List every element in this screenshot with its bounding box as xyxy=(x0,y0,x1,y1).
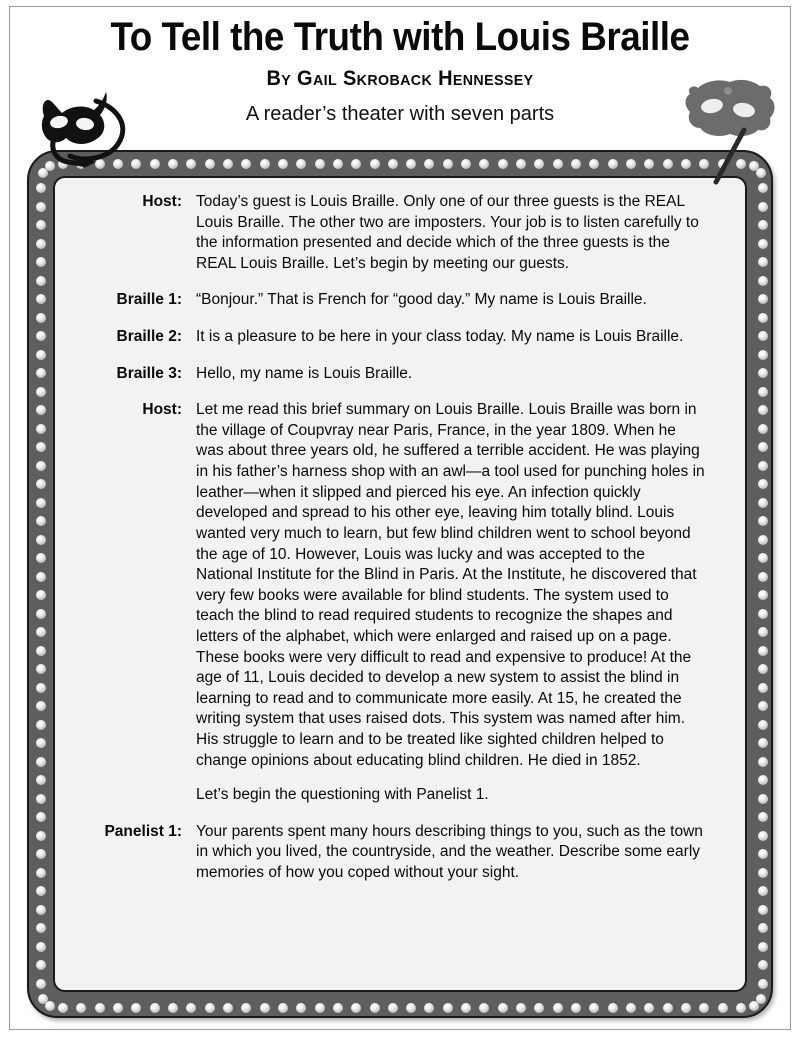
frame-dot xyxy=(758,683,768,693)
frame-dot xyxy=(278,159,288,169)
frame-dot xyxy=(36,294,46,304)
frame-dot xyxy=(205,1003,215,1013)
frame-dot xyxy=(113,1003,123,1013)
frame-dot xyxy=(36,720,46,730)
script-line xyxy=(73,327,727,348)
speech-text xyxy=(196,400,706,806)
frame-dot xyxy=(36,202,46,212)
frame-dot xyxy=(36,757,46,767)
frame-dot xyxy=(36,960,46,970)
page-edge-bottom xyxy=(9,1029,791,1030)
script-line xyxy=(73,364,727,385)
frame-dot xyxy=(241,1003,251,1013)
frame-dot xyxy=(758,294,768,304)
frame-dot xyxy=(36,424,46,434)
speech-paragraph: Let’s begin the questioning with Panelist 1. xyxy=(196,786,489,804)
frame-dot xyxy=(36,831,46,841)
frame-dot xyxy=(758,461,768,471)
frame-dot xyxy=(333,159,343,169)
frame-dot xyxy=(131,1003,141,1013)
frame-dot xyxy=(260,1003,270,1013)
frame-dot xyxy=(36,942,46,952)
frame-dot xyxy=(758,627,768,637)
script-line xyxy=(73,290,727,311)
frame-dot xyxy=(756,994,766,1004)
frame-dot xyxy=(36,701,46,711)
frame-dot xyxy=(749,1001,759,1011)
frame-dot xyxy=(758,405,768,415)
frame-dot xyxy=(758,960,768,970)
frame-dot xyxy=(36,220,46,230)
frame-dot xyxy=(758,905,768,915)
frame-dot xyxy=(758,387,768,397)
frame-dot xyxy=(36,627,46,637)
script-panel xyxy=(53,176,747,992)
frame-dot xyxy=(36,535,46,545)
speech-paragraph: Today’s guest is Louis Braille. Only one of our three guests is the REAL Louis Braille. The other two are imposters. Your job is to listen carefully to the information presented and decide which of the three guests is the REAL Louis Braille. Let’s begin by meeting our guests. xyxy=(196,193,699,272)
script-body xyxy=(55,178,745,910)
frame-dot xyxy=(296,1003,306,1013)
frame-dot xyxy=(186,159,196,169)
page-edge-right xyxy=(790,6,791,1030)
frame-dot xyxy=(443,159,453,169)
frame-dot xyxy=(758,942,768,952)
frame-dot xyxy=(36,239,46,249)
frame-dot xyxy=(758,220,768,230)
frame-dot xyxy=(516,1003,526,1013)
frame-dot xyxy=(589,159,599,169)
frame-dot xyxy=(36,331,46,341)
frame-dot xyxy=(758,498,768,508)
script-line xyxy=(73,400,727,806)
frame-dot xyxy=(45,1001,55,1011)
frame-dot xyxy=(388,1003,398,1013)
frame-dot xyxy=(315,1003,325,1013)
speech-paragraph: Your parents spent many hours describing things to you, such as the town in which you lived, the countryside, and the weather. Describe some early memories of how you coped without your sight. xyxy=(196,822,703,882)
frame-dot xyxy=(36,738,46,748)
frame-dot xyxy=(76,1003,86,1013)
frame-dot xyxy=(758,757,768,767)
frame-dot xyxy=(758,331,768,341)
frame-dot xyxy=(626,1003,636,1013)
frame-dot xyxy=(36,479,46,489)
page-title: To Tell the Truth with Louis Braille xyxy=(110,15,690,59)
frame-dot xyxy=(758,979,768,989)
frame-dot xyxy=(260,159,270,169)
speaker-label: Braille 2: xyxy=(116,328,182,346)
frame-dot xyxy=(36,646,46,656)
frame-dot xyxy=(608,159,618,169)
frame-dot xyxy=(36,442,46,452)
frame-dot xyxy=(351,1003,361,1013)
frame-dot xyxy=(38,994,48,1004)
frame-dot xyxy=(534,1003,544,1013)
frame-dot xyxy=(36,775,46,785)
frame-dot xyxy=(241,159,251,169)
frame-dot xyxy=(758,572,768,582)
frame-dot xyxy=(36,553,46,563)
speaker-label: Braille 3: xyxy=(116,364,182,382)
frame-dot xyxy=(406,1003,416,1013)
frame-dot xyxy=(36,905,46,915)
frame-dot xyxy=(36,276,46,286)
frame-dot xyxy=(36,368,46,378)
frame-dot xyxy=(36,794,46,804)
script-line xyxy=(73,822,727,884)
frame-dot xyxy=(758,424,768,434)
speech-paragraph: “Bonjour.” That is French for “good day.” My name is Louis Braille. xyxy=(196,291,647,309)
frame-dot xyxy=(36,923,46,933)
frame-dot xyxy=(663,159,673,169)
frame-dot xyxy=(758,479,768,489)
frame-dot xyxy=(424,159,434,169)
frame-dot xyxy=(758,609,768,619)
frame-dot xyxy=(296,159,306,169)
frame-dot xyxy=(626,159,636,169)
frame-dot xyxy=(351,159,361,169)
speech-text xyxy=(196,822,706,884)
frame-dot xyxy=(36,664,46,674)
frame-dot xyxy=(663,1003,673,1013)
speaker-label: Host: xyxy=(142,193,182,210)
frame-dot xyxy=(758,535,768,545)
frame-dot xyxy=(36,812,46,822)
frame-dot xyxy=(461,1003,471,1013)
frame-dot xyxy=(424,1003,434,1013)
frame-dot xyxy=(370,159,380,169)
frame-dot xyxy=(758,831,768,841)
frame-dot xyxy=(758,646,768,656)
frame-dot xyxy=(758,849,768,859)
frame-dot xyxy=(36,849,46,859)
frame-dot xyxy=(461,159,471,169)
frame-dot xyxy=(758,701,768,711)
frame-dot xyxy=(443,1003,453,1013)
speech-paragraph: It is a pleasure to be here in your class today. My name is Louis Braille. xyxy=(196,328,684,346)
speech-text xyxy=(196,327,706,348)
subtitle-line: A reader’s theater with seven parts xyxy=(245,103,555,125)
author-line: By Gail Skroback Hennessey xyxy=(266,67,534,90)
speech-text xyxy=(196,364,706,385)
frame-dot xyxy=(479,159,489,169)
page-edge-left xyxy=(9,6,10,1030)
frame-dot xyxy=(36,498,46,508)
frame-dot xyxy=(278,1003,288,1013)
frame-dot xyxy=(758,350,768,360)
frame-dot xyxy=(406,159,416,169)
speech-text xyxy=(196,290,706,311)
frame-dot xyxy=(758,313,768,323)
frame-dot xyxy=(758,276,768,286)
frame-dot xyxy=(370,1003,380,1013)
frame-dot xyxy=(479,1003,489,1013)
speaker-label: Braille 1: xyxy=(116,291,182,309)
frame-dot xyxy=(758,257,768,267)
frame-dot xyxy=(36,868,46,878)
frame-dot xyxy=(36,590,46,600)
frame-dot xyxy=(758,775,768,785)
frame-dot xyxy=(168,159,178,169)
speech-paragraph: Hello, my name is Louis Braille. xyxy=(196,364,413,382)
frame-dot xyxy=(36,572,46,582)
frame-dot xyxy=(36,387,46,397)
frame-dot xyxy=(223,1003,233,1013)
frame-dot xyxy=(758,794,768,804)
frame-dot xyxy=(758,239,768,249)
frame-dot xyxy=(718,1003,728,1013)
masquerade-mask-right-icon xyxy=(676,74,788,189)
frame-dot xyxy=(36,516,46,526)
frame-dot xyxy=(498,159,508,169)
frame-dot xyxy=(36,461,46,471)
frame-dot xyxy=(333,1003,343,1013)
frame-dot xyxy=(95,1003,105,1013)
frame-dot xyxy=(758,553,768,563)
frame-dot xyxy=(58,1003,68,1013)
frame-dot xyxy=(168,1003,178,1013)
frame-dot xyxy=(553,1003,563,1013)
frame-dot xyxy=(608,1003,618,1013)
frame-dot xyxy=(36,683,46,693)
frame-dot xyxy=(516,159,526,169)
speaker-label: Host: xyxy=(142,401,182,419)
frame-dot xyxy=(534,159,544,169)
frame-dot xyxy=(205,159,215,169)
frame-dot xyxy=(644,159,654,169)
frame-dot xyxy=(571,159,581,169)
frame-dot xyxy=(758,664,768,674)
speaker-label: Panelist 1: xyxy=(104,822,182,840)
frame-dot xyxy=(36,350,46,360)
frame-dot xyxy=(758,812,768,822)
frame-dot xyxy=(736,1003,746,1013)
frame-dot xyxy=(699,1003,709,1013)
frame-dot xyxy=(758,738,768,748)
frame-dot xyxy=(758,590,768,600)
frame-dot xyxy=(553,159,563,169)
frame-dot xyxy=(681,1003,691,1013)
frame-dot xyxy=(758,886,768,896)
frame-dot xyxy=(758,368,768,378)
frame-dot xyxy=(36,313,46,323)
frame-dot xyxy=(571,1003,581,1013)
script-line xyxy=(73,192,727,274)
frame-dot xyxy=(36,979,46,989)
frame-dot xyxy=(36,257,46,267)
frame-dot xyxy=(644,1003,654,1013)
frame-dot xyxy=(758,202,768,212)
frame-dot xyxy=(758,868,768,878)
frame-dot xyxy=(758,923,768,933)
frame-dot xyxy=(223,159,233,169)
frame-dot xyxy=(36,609,46,619)
frame-dot xyxy=(150,159,160,169)
frame-dot xyxy=(758,516,768,526)
masquerade-mask-left-icon xyxy=(26,78,146,188)
speech-text xyxy=(196,192,706,274)
speech-paragraph: Let me read this brief summary on Louis Braille. Louis Braille was born in the village of Coupvray near Paris, France, in the year 1809. When he was about three years old, he suffered a terrible accident. He was playing in his father’s harness shop with an awl—a tool used for punching holes in leather—when it slipped and pierced his eye. An infection quickly developed and spread to his other eye, leaving him totally blind. Louis wanted very much to learn, but few blind children went to school beyond the age of 10. However, Louis was lucky and was accepted to the National Institute for the Blind in Paris. At the Institute, he discovered that very few books were available for blind students. The system used to teach the blind to read required students to recognize the shapes and letters of the alphabet, which were enlarged and raised up on a page. These books were very difficult to read and expensive to produce! At the age of 11, Louis decided to develop a new system to assist the blind in learning to read and to communicate more easily. At 15, he created the writing system that uses raised dots. This system was named after him. His struggle to learn and to be treated like sighted children helped to change opinions about educating blind children. He died in 1852. xyxy=(196,401,705,769)
frame-dot xyxy=(36,886,46,896)
frame-dot xyxy=(758,442,768,452)
frame-dot xyxy=(589,1003,599,1013)
decorative-frame xyxy=(27,150,773,1018)
frame-dot xyxy=(186,1003,196,1013)
frame-dot xyxy=(388,159,398,169)
frame-dot xyxy=(36,405,46,415)
frame-dot xyxy=(150,1003,160,1013)
frame-dot xyxy=(315,159,325,169)
frame-dot xyxy=(758,720,768,730)
frame-dot xyxy=(498,1003,508,1013)
